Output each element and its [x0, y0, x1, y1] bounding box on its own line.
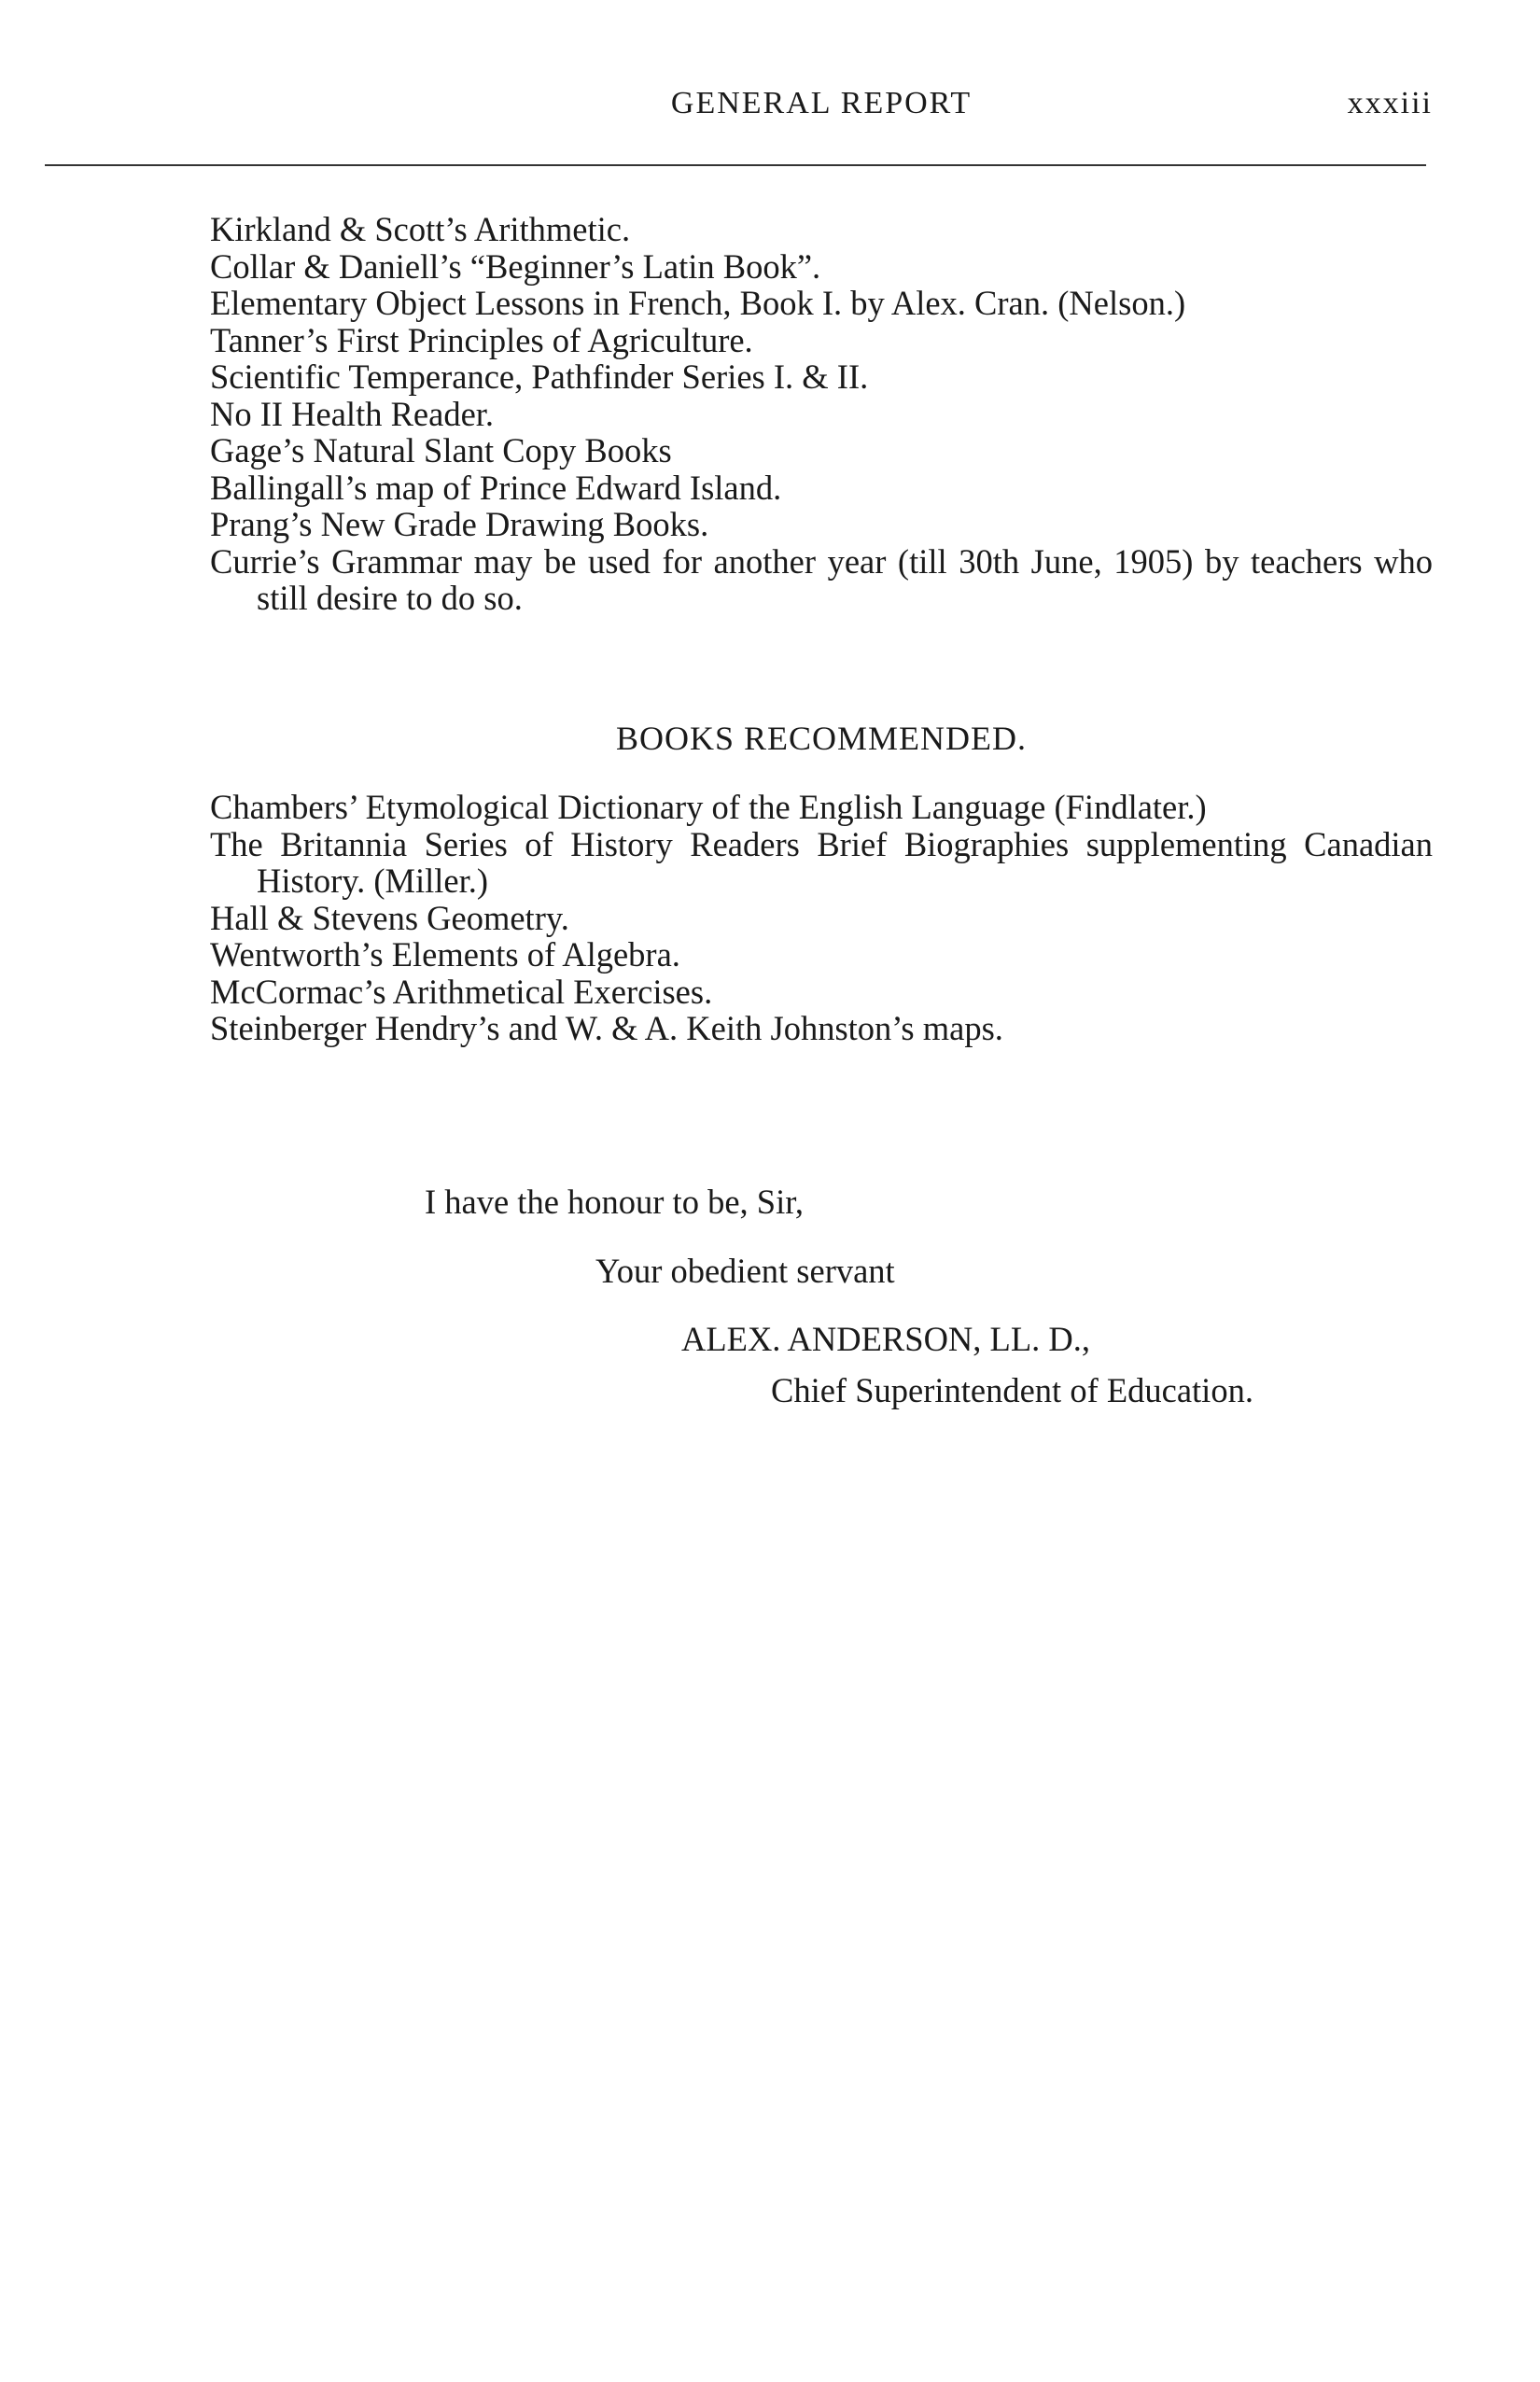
list-item: No II Health Reader.: [210, 394, 495, 433]
list-item: Scientific Temperance, Pathfinder Series I. & II.: [210, 357, 869, 396]
signature-name: ALEX. ANDERSON, LL. D.,: [681, 1320, 1090, 1358]
page-number: xxxiii: [1347, 86, 1433, 120]
list-item: Ballingall’s map of Prince Edward Island.: [210, 468, 782, 507]
running-title: GENERAL REPORT: [670, 86, 973, 120]
list-item: Tanner’s First Principles of Agriculture.: [210, 320, 753, 359]
list-item: Collar & Daniell’s “Beginner’s Latin Book”.: [210, 246, 821, 286]
list-item: Steinberger Hendry’s and W. & A. Keith Johnston’s maps.: [210, 1009, 1003, 1047]
section-heading: BOOKS RECOMMENDED.: [615, 720, 1028, 757]
list-item: Gage’s Natural Slant Copy Books: [210, 431, 672, 469]
header-rule: [45, 164, 1426, 166]
recommended-books-list: [210, 789, 1433, 1047]
list-item: Kirkland & Scott’s Arithmetic.: [210, 210, 631, 248]
list-item: Currie’s Grammar may be used for another year (till 30th June, 1905) by teachers who still desire to do so.: [210, 541, 1433, 617]
list-item: The Britannia Series of History Readers Brief Biographies supplementing Canadian History. (Miller.): [210, 824, 1433, 900]
running-head: [210, 86, 1433, 133]
prescribed-books-list: [210, 211, 1433, 617]
list-item: McCormac’s Arithmetical Exercises.: [210, 972, 713, 1011]
list-item: Chambers’ Etymological Dictionary of the English Language (Findlater.): [210, 788, 1207, 826]
closing-salutation: I have the honour to be, Sir,: [425, 1183, 805, 1221]
list-item: Elementary Object Lessons in French, Book I. by Alex. Cran. (Nelson.): [210, 284, 1186, 322]
signature-title: Chief Superintendent of Education.: [771, 1371, 1253, 1409]
list-item: Prang’s New Grade Drawing Books.: [210, 505, 709, 543]
list-item: Wentworth’s Elements of Algebra.: [210, 935, 680, 974]
list-item: Hall & Stevens Geometry.: [210, 898, 569, 937]
closing-servant: Your obedient servant: [595, 1252, 895, 1290]
